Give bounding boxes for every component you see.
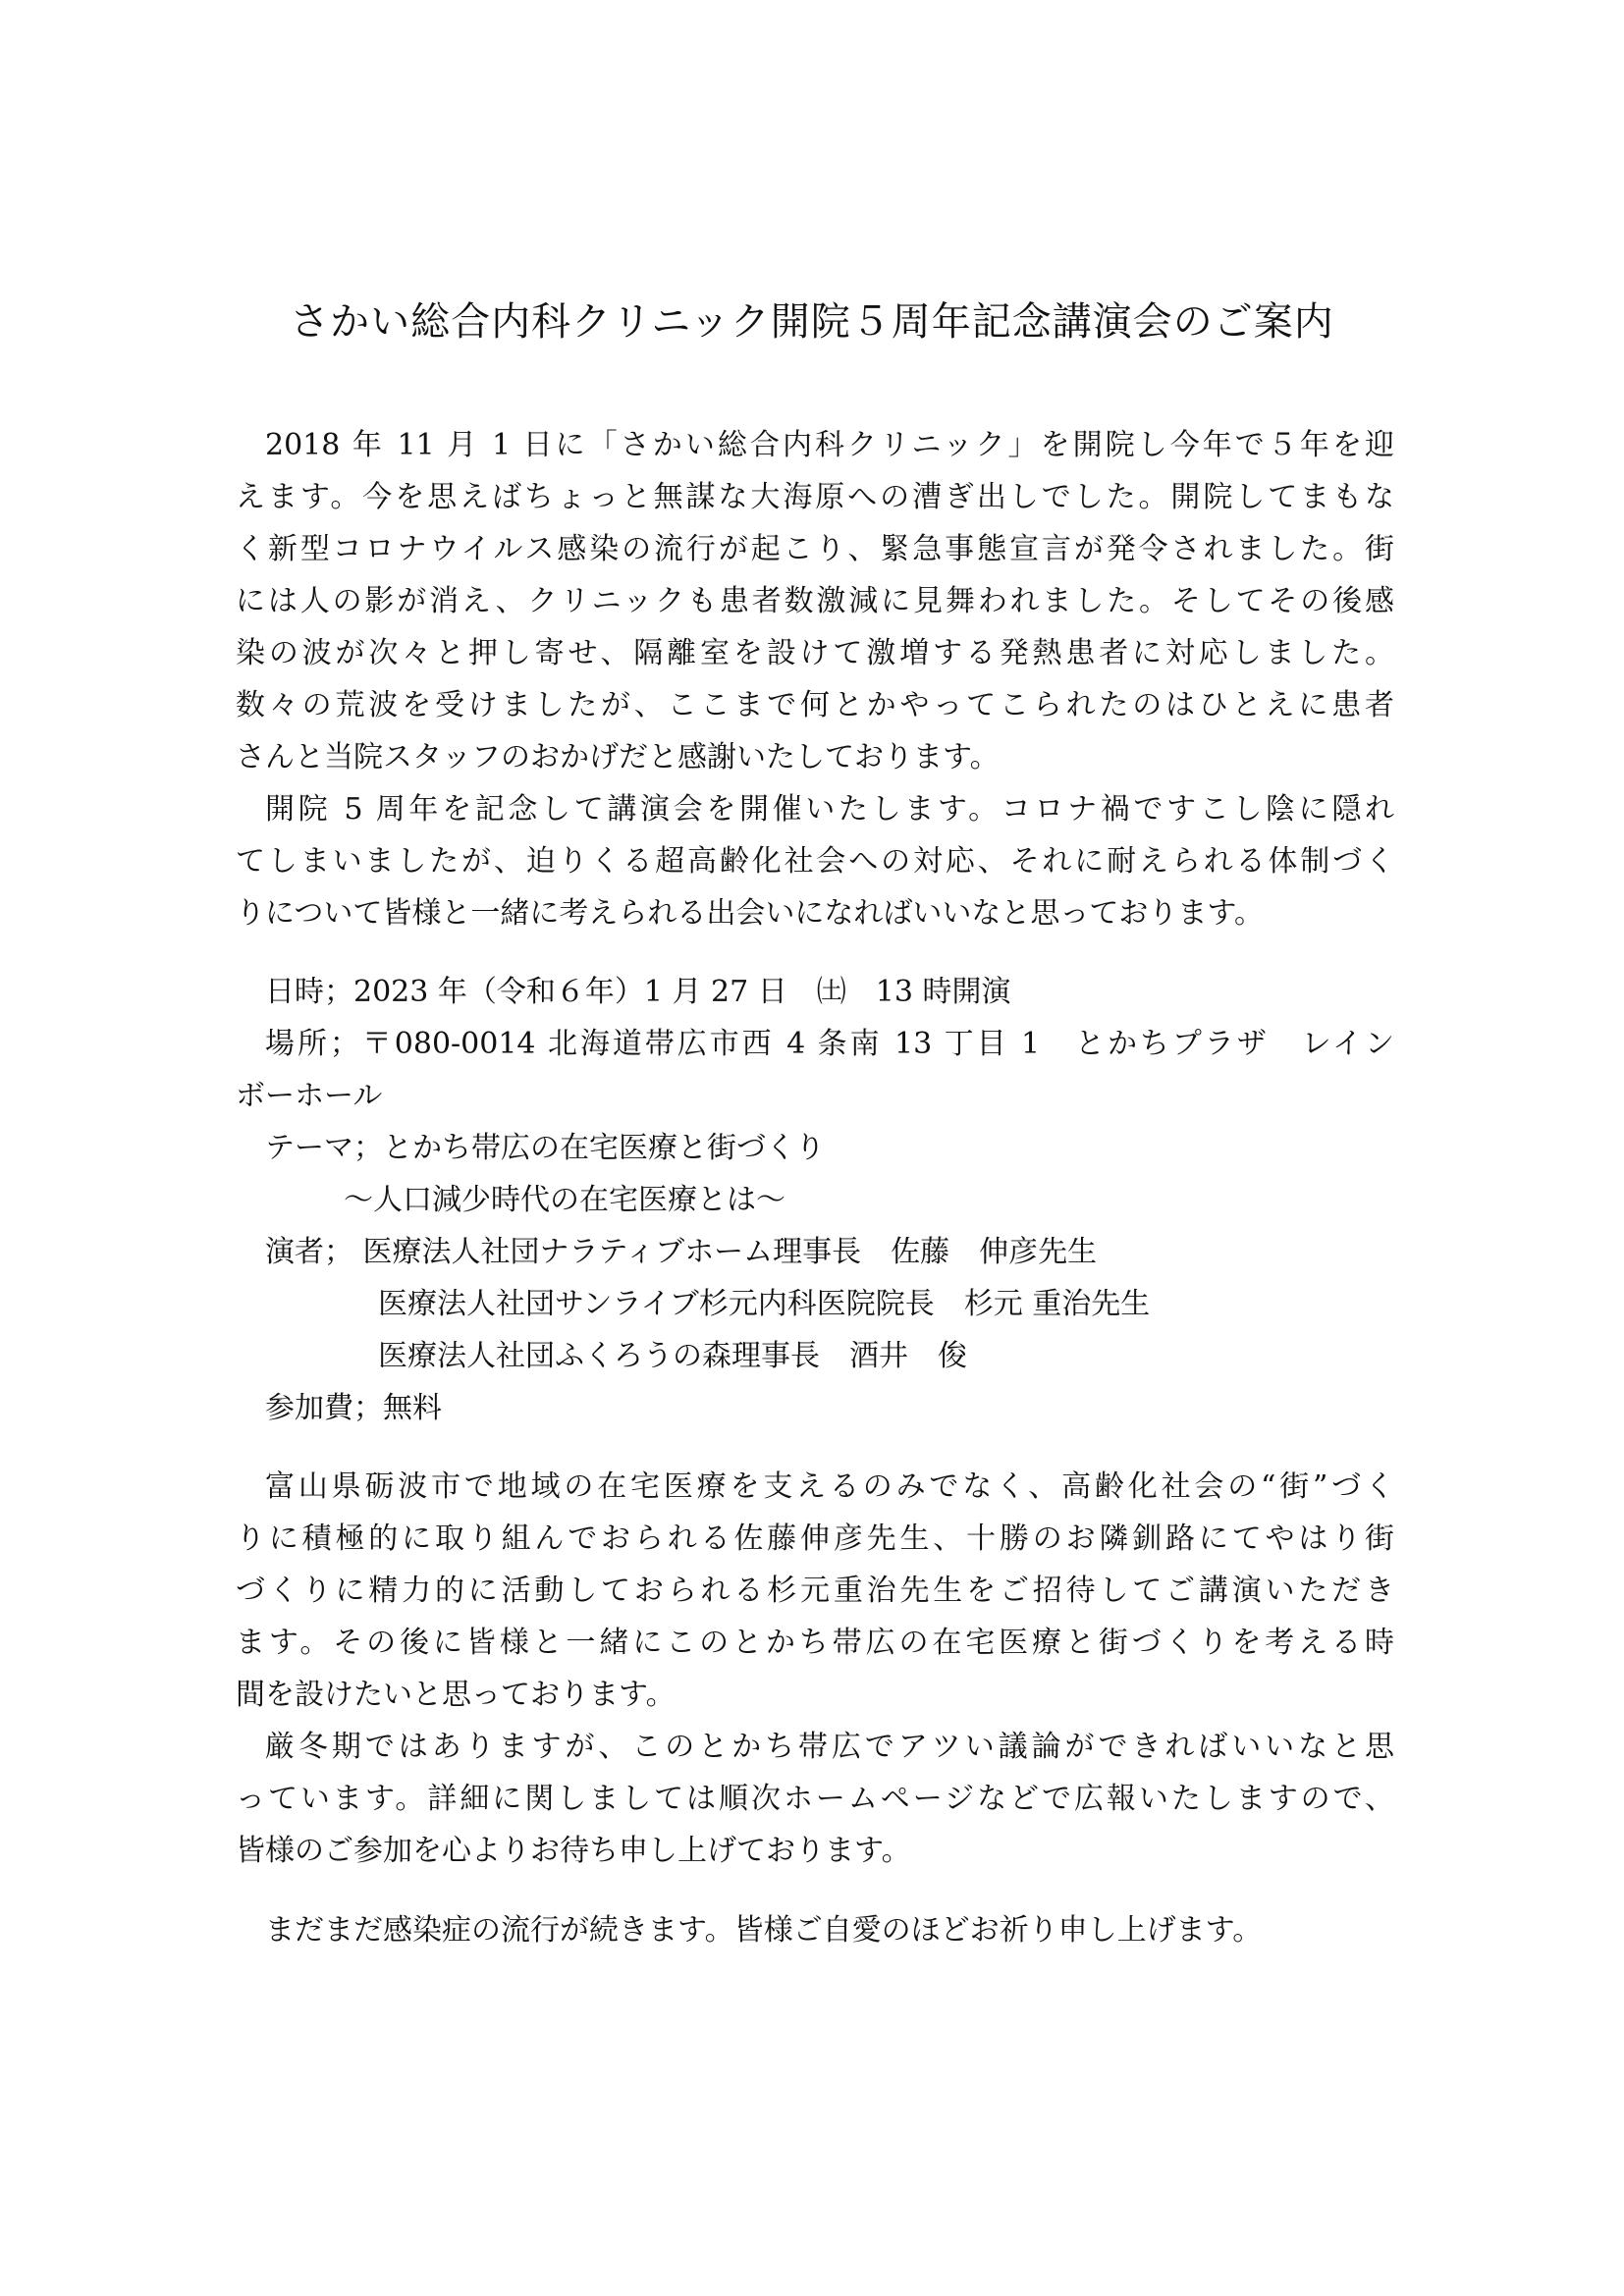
body-line: 皆様のご参加を心よりお待ち申し上げております。 bbox=[236, 1834, 911, 1868]
intro-line: には人の影が消え、クリニックも患者数激減に見舞われました。そしてその後感 bbox=[236, 584, 1394, 618]
event-theme: テーマ；とかち帯広の在宅医療と街づくり bbox=[265, 1131, 825, 1165]
intro-line: 2018 年 11 月 1 日に「さかい総合内科クリニック」を開院し今年で５年を迎 bbox=[265, 428, 1394, 462]
intro-line: りについて皆様と一緒に考えられる出会いになればいいなと思っております。 bbox=[236, 896, 1264, 931]
body-line: づくりに精力的に活動しておられる杉元重治先生をご招待してご講演いただき bbox=[236, 1574, 1394, 1608]
intro-line: さんと当院スタッフのおかげだと感謝いたしております。 bbox=[236, 740, 1000, 774]
event-venue-continued: ボーホール bbox=[236, 1079, 383, 1113]
event-speaker: 医療法人社団サンライブ杉元内科医院院長 杉元 重治先生 bbox=[378, 1287, 1151, 1321]
event-fee: 参加費；無料 bbox=[265, 1391, 442, 1425]
event-subtheme: 〜人口減少時代の在宅医療とは〜 bbox=[344, 1183, 785, 1217]
body-line: りに積極的に取り組んでおられる佐藤伸彦先生、十勝のお隣釧路にてやはり街 bbox=[236, 1522, 1394, 1556]
body-line: 間を設けたいと思っております。 bbox=[236, 1678, 676, 1712]
intro-line: 開院 5 周年を記念して講演会を開催いたします。コロナ禍ですこし陰に隠れ bbox=[265, 792, 1394, 827]
event-speaker: 医療法人社団ふくろうの森理事長 酒井 俊 bbox=[378, 1339, 967, 1373]
body-line: っています。詳細に関しましては順次ホームページなどで広報いたしますので、 bbox=[236, 1782, 1394, 1816]
event-date: 日時；2023 年（令和６年）1 月 27 日 ㈯ 13 時開演 bbox=[265, 975, 1011, 1009]
intro-line: 数々の荒波を受けましたが、ここまで何とかやってこられたのはひとえに患者 bbox=[236, 688, 1394, 722]
body-line: 富山県砺波市で地域の在宅医療を支えるのみでなく、高齢化社会の“街”づく bbox=[265, 1469, 1394, 1504]
intro-line: く新型コロナウイルス感染の流行が起こり、緊急事態宣言が発令されました。街 bbox=[236, 532, 1394, 566]
body-line: ます。その後に皆様と一緒にこのとかち帯広の在宅医療と街づくりを考える時 bbox=[236, 1626, 1394, 1660]
document-title: さかい総合内科クリニック開院５周年記念講演会のご案内 bbox=[290, 299, 1334, 345]
closing-line: まだまだ感染症の流行が続きます。皆様ご自愛のほどお祈り申し上げます。 bbox=[265, 1913, 1263, 1948]
intro-line: てしまいましたが、迫りくる超高齢化社会への対応、それに耐えられる体制づく bbox=[236, 844, 1394, 879]
intro-line: 染の波が次々と押し寄せ、隔離室を設けて激増する発熱患者に対応しました。 bbox=[236, 636, 1394, 670]
body-line: 厳冬期ではありますが、このとかち帯広でアツい議論ができればいいなと思 bbox=[265, 1730, 1394, 1764]
intro-line: えます。今を思えばちょっと無謀な大海原への漕ぎ出しでした。開院してまもな bbox=[236, 480, 1394, 514]
event-venue: 場所；〒080-0014 北海道帯広市西 4 条南 13 丁目 1 とかちプラザ レイン bbox=[265, 1027, 1394, 1061]
event-speaker: 演者； 医療法人社団ナラティブホーム理事長 佐藤 伸彦先生 bbox=[265, 1235, 1098, 1269]
